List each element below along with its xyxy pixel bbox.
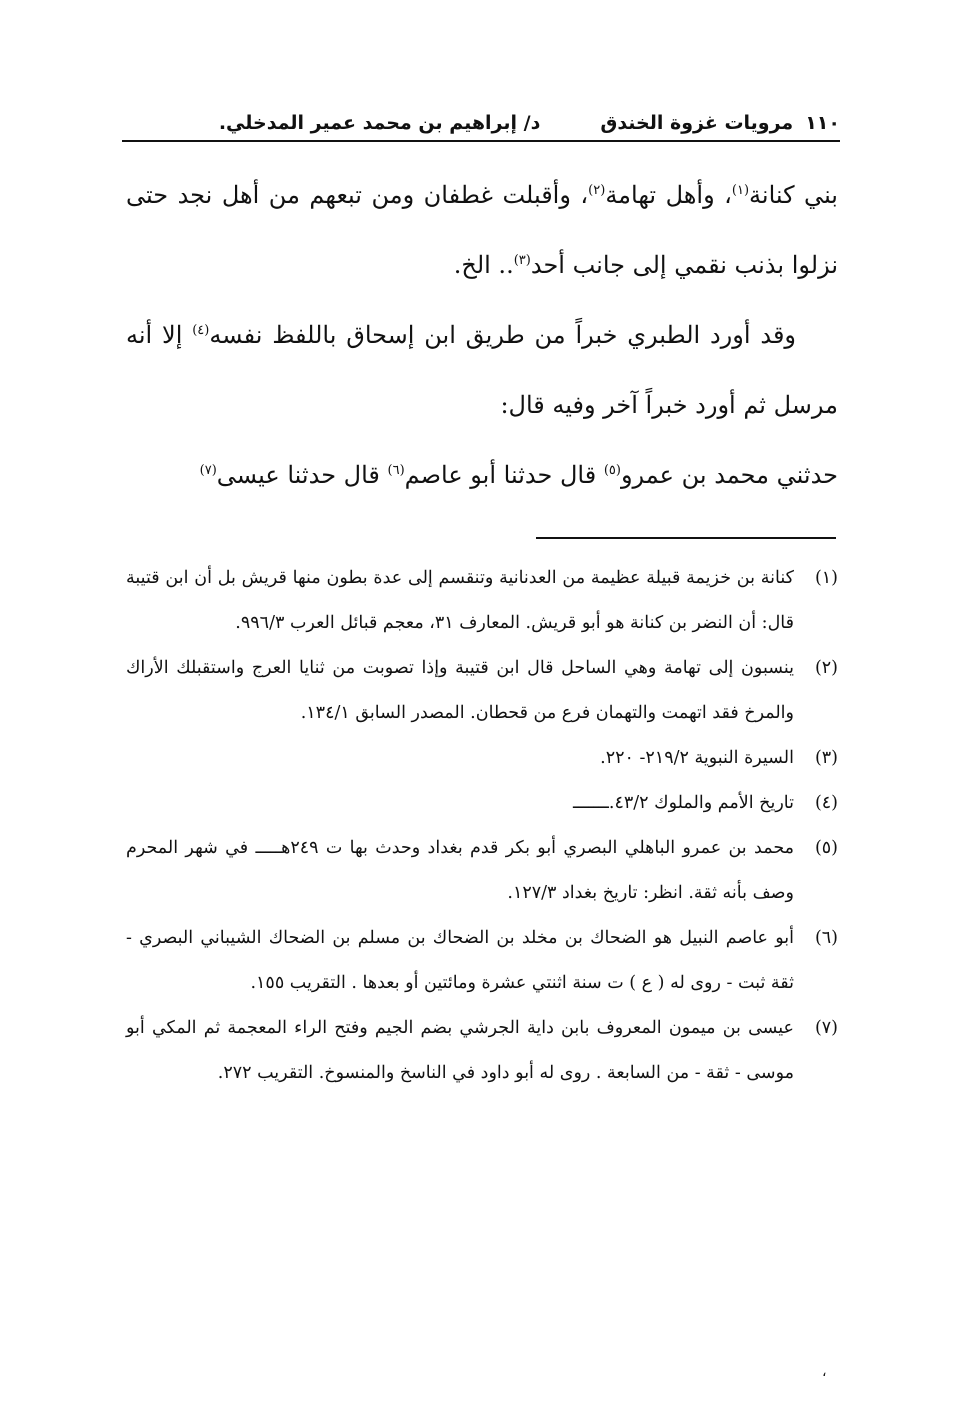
- footnote-text: السيرة النبوية ٢١٩/٢- ٢٢٠.: [600, 748, 794, 768]
- paragraph-2: [126, 300, 838, 440]
- text-run: حدثني محمد بن عمرو: [620, 461, 838, 489]
- footnote-ref: (٢): [588, 183, 606, 198]
- page-number: ١١٠: [805, 112, 840, 134]
- footnote-6: [126, 916, 838, 1006]
- text-run: .. الخ.: [453, 251, 514, 279]
- footnote-number: (٣): [814, 748, 838, 768]
- author-name: د/ إبراهيم بن محمد عمير المدخلي.: [218, 112, 541, 134]
- running-header: [122, 108, 840, 138]
- page-mark: ،: [822, 1364, 827, 1380]
- footnote-4: [126, 781, 838, 826]
- footnote-text: كنانة بن خزيمة قبيلة عظيمة من العدنانية وتنقسم إلى عدة بطون منها قريش بل أن ابن قتيبة قال: أن النضر بن كنانة هو أبو قريش. المعارف ٣١، معجم قبائل العرب ٩٩٦/٣.: [126, 568, 794, 633]
- footnote-ref: (٣): [513, 253, 531, 268]
- text-run: قال حدثنا عيسى: [216, 461, 388, 489]
- footnote-7: [126, 1006, 838, 1096]
- footnote-1: [126, 556, 838, 646]
- footnote-text: تاريخ الأمم والملوك ٤٣/٢.ـــــــ: [573, 793, 794, 813]
- footnote-number: (٥): [814, 838, 838, 858]
- footnote-ref: (٥): [603, 463, 621, 478]
- footnote-number: (٦): [814, 928, 838, 948]
- paragraph-3: [126, 440, 838, 510]
- footnote-text: أبو عاصم النبيل هو الضحاك بن مخلد بن الضحاك بن مسلم بن الضحاك الشيباني البصري - ثقة ثبت - روى له ( ع ) ت سنة اثنتي عشرة ومائتين أو بعدها . التقريب ١٥٥.: [126, 928, 794, 993]
- main-text: [126, 160, 838, 510]
- footnote-number: (١): [814, 568, 838, 588]
- footnote-ref: (١): [731, 183, 750, 198]
- footnotes-list: [126, 556, 838, 1096]
- footnote-ref: (٦): [387, 463, 405, 478]
- paragraph-1: [126, 160, 838, 300]
- footnote-number: (٢): [814, 658, 838, 678]
- footnote-number: (٧): [814, 1018, 838, 1038]
- text-run: إلا أنه مرسل ثم أورد خبراً آخر وفيه قال:: [126, 321, 838, 419]
- text-run: وقد أورد الطبري خبراً من طريق ابن إسحاق باللفظ نفسه: [209, 321, 797, 349]
- book-title: مرويات غزوة الخندق: [600, 112, 794, 134]
- footnote-3: [126, 736, 838, 781]
- text-run: ، وأقبلت غطفان ومن تبعهم من أهل نجد حتى نزلوا بذنب نقمي إلى جانب أحد: [126, 181, 838, 279]
- footnote-2: [126, 646, 838, 736]
- footnote-separator: [536, 537, 836, 539]
- footnote-number: (٤): [814, 793, 838, 813]
- text-run: ، وأهل تهامة: [605, 181, 732, 209]
- header-rule: [122, 140, 840, 142]
- footnote-text: محمد بن عمرو الباهلي البصري أبو بكر قدم بغداد وحدث بها ت ٢٤٩هـــــ في شهر المحرم وصف بأنه ثقة. انظر: تاريخ بغداد ١٢٧/٣.: [126, 838, 794, 903]
- footnote-ref: (٧): [199, 463, 217, 478]
- footnote-5: [126, 826, 838, 916]
- text-run: بني كنانة: [749, 181, 838, 209]
- text-run: قال حدثنا أبو عاصم: [404, 461, 604, 489]
- footnote-text: ينسبون إلى تهامة وهي الساحل قال ابن قتيبة وإذا تصوبت من ثنايا العرج واستقبلك الأراك والمرخ فقد اتهمت والتهمان فرع من قحطان. المصدر السابق ١٣٤/١.: [126, 658, 794, 723]
- footnote-text: عيسى بن ميمون المعروف بابن داية الجرشي بضم الجيم وفتح الراء المعجمة ثم المكي أبو موسى - ثقة - من السابعة . روى له أبو داود في الناسخ والمنسوخ. التقريب ٢٧٢.: [126, 1018, 794, 1083]
- footnote-ref: (٤): [192, 323, 210, 338]
